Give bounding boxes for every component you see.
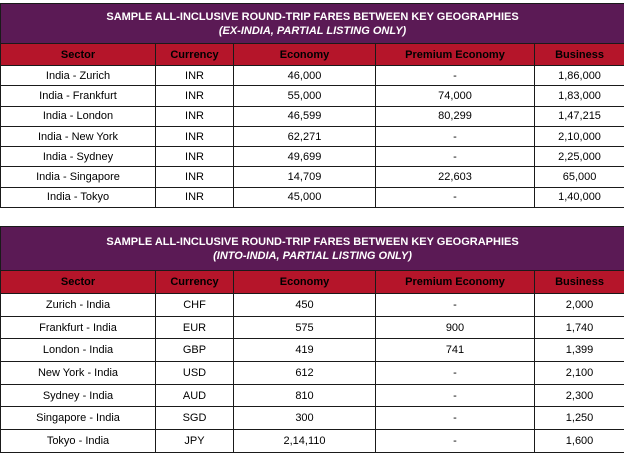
column-header-premium-economy: Premium Economy: [376, 271, 535, 294]
economy-cell: 46,000: [234, 66, 376, 86]
currency-cell: JPY: [156, 430, 234, 453]
sector-cell: Sydney - India: [1, 384, 156, 407]
column-header-currency: Currency: [156, 271, 234, 294]
table-row: [1, 294, 624, 317]
sector-cell: London - India: [1, 339, 156, 362]
table-row: [1, 147, 624, 167]
table-row: [1, 187, 624, 207]
business-cell: 2,10,000: [535, 126, 624, 146]
column-header-economy: Economy: [234, 271, 376, 294]
economy-cell: 45,000: [234, 187, 376, 207]
business-cell: 1,47,215: [535, 106, 624, 126]
into-india-fares-table: [0, 226, 624, 453]
sector-cell: India - Sydney: [1, 147, 156, 167]
premium-economy-cell: 74,000: [376, 86, 535, 106]
business-cell: 65,000: [535, 167, 624, 187]
currency-cell: AUD: [156, 384, 234, 407]
table-row: [1, 339, 624, 362]
premium-economy-cell: 741: [376, 339, 535, 362]
economy-cell: 575: [234, 316, 376, 339]
sector-cell: Tokyo - India: [1, 430, 156, 453]
table-title: SAMPLE ALL-INCLUSIVE ROUND-TRIP FARES BETWEEN KEY GEOGRAPHIES: [1, 10, 624, 24]
sector-cell: India - New York: [1, 126, 156, 146]
column-header-premium-economy: Premium Economy: [376, 44, 535, 66]
premium-economy-cell: -: [376, 384, 535, 407]
table-row: [1, 66, 624, 86]
table-row: [1, 126, 624, 146]
premium-economy-cell: 22,603: [376, 167, 535, 187]
business-cell: 1,40,000: [535, 187, 624, 207]
currency-cell: INR: [156, 147, 234, 167]
business-cell: 2,300: [535, 384, 624, 407]
currency-cell: INR: [156, 167, 234, 187]
table-row: [1, 407, 624, 430]
premium-economy-cell: -: [376, 187, 535, 207]
business-cell: 2,000: [535, 294, 624, 317]
economy-cell: 46,599: [234, 106, 376, 126]
currency-cell: INR: [156, 86, 234, 106]
economy-cell: 612: [234, 362, 376, 385]
sector-cell: India - Tokyo: [1, 187, 156, 207]
table-row: [1, 384, 624, 407]
business-cell: 1,250: [535, 407, 624, 430]
currency-cell: CHF: [156, 294, 234, 317]
business-cell: 1,600: [535, 430, 624, 453]
column-header-currency: Currency: [156, 44, 234, 66]
economy-cell: 450: [234, 294, 376, 317]
currency-cell: EUR: [156, 316, 234, 339]
table-row: [1, 430, 624, 453]
premium-economy-cell: -: [376, 66, 535, 86]
business-cell: 2,100: [535, 362, 624, 385]
currency-cell: INR: [156, 126, 234, 146]
premium-economy-cell: -: [376, 147, 535, 167]
economy-cell: 55,000: [234, 86, 376, 106]
column-header-sector: Sector: [1, 271, 156, 294]
premium-economy-cell: -: [376, 430, 535, 453]
ex-india-fares-table: [0, 3, 624, 208]
premium-economy-cell: -: [376, 126, 535, 146]
economy-cell: 300: [234, 407, 376, 430]
premium-economy-cell: -: [376, 294, 535, 317]
economy-cell: 419: [234, 339, 376, 362]
table-row: [1, 362, 624, 385]
table-title-block: [1, 227, 624, 271]
table-subtitle: (EX-INDIA, PARTIAL LISTING ONLY): [1, 24, 624, 38]
economy-cell: 14,709: [234, 167, 376, 187]
business-cell: 2,25,000: [535, 147, 624, 167]
table-row: [1, 106, 624, 126]
currency-cell: USD: [156, 362, 234, 385]
column-header-business: Business: [535, 271, 624, 294]
business-cell: 1,86,000: [535, 66, 624, 86]
table-row: [1, 316, 624, 339]
currency-cell: INR: [156, 187, 234, 207]
column-header-business: Business: [535, 44, 624, 66]
sector-cell: Frankfurt - India: [1, 316, 156, 339]
table-row: [1, 86, 624, 106]
sector-cell: Zurich - India: [1, 294, 156, 317]
currency-cell: GBP: [156, 339, 234, 362]
economy-cell: 62,271: [234, 126, 376, 146]
table-subtitle: (INTO-INDIA, PARTIAL LISTING ONLY): [1, 249, 624, 263]
table-title: SAMPLE ALL-INCLUSIVE ROUND-TRIP FARES BETWEEN KEY GEOGRAPHIES: [1, 235, 624, 249]
business-cell: 1,399: [535, 339, 624, 362]
sector-cell: India - Zurich: [1, 66, 156, 86]
economy-cell: 2,14,110: [234, 430, 376, 453]
sector-cell: Singapore - India: [1, 407, 156, 430]
economy-cell: 49,699: [234, 147, 376, 167]
economy-cell: 810: [234, 384, 376, 407]
column-header-economy: Economy: [234, 44, 376, 66]
sector-cell: India - Singapore: [1, 167, 156, 187]
sector-cell: India - London: [1, 106, 156, 126]
premium-economy-cell: 80,299: [376, 106, 535, 126]
table-row: [1, 167, 624, 187]
sector-cell: India - Frankfurt: [1, 86, 156, 106]
premium-economy-cell: -: [376, 362, 535, 385]
currency-cell: INR: [156, 66, 234, 86]
table-title-block: [1, 4, 624, 44]
business-cell: 1,740: [535, 316, 624, 339]
column-header-sector: Sector: [1, 44, 156, 66]
currency-cell: INR: [156, 106, 234, 126]
premium-economy-cell: 900: [376, 316, 535, 339]
business-cell: 1,83,000: [535, 86, 624, 106]
currency-cell: SGD: [156, 407, 234, 430]
premium-economy-cell: -: [376, 407, 535, 430]
sector-cell: New York - India: [1, 362, 156, 385]
